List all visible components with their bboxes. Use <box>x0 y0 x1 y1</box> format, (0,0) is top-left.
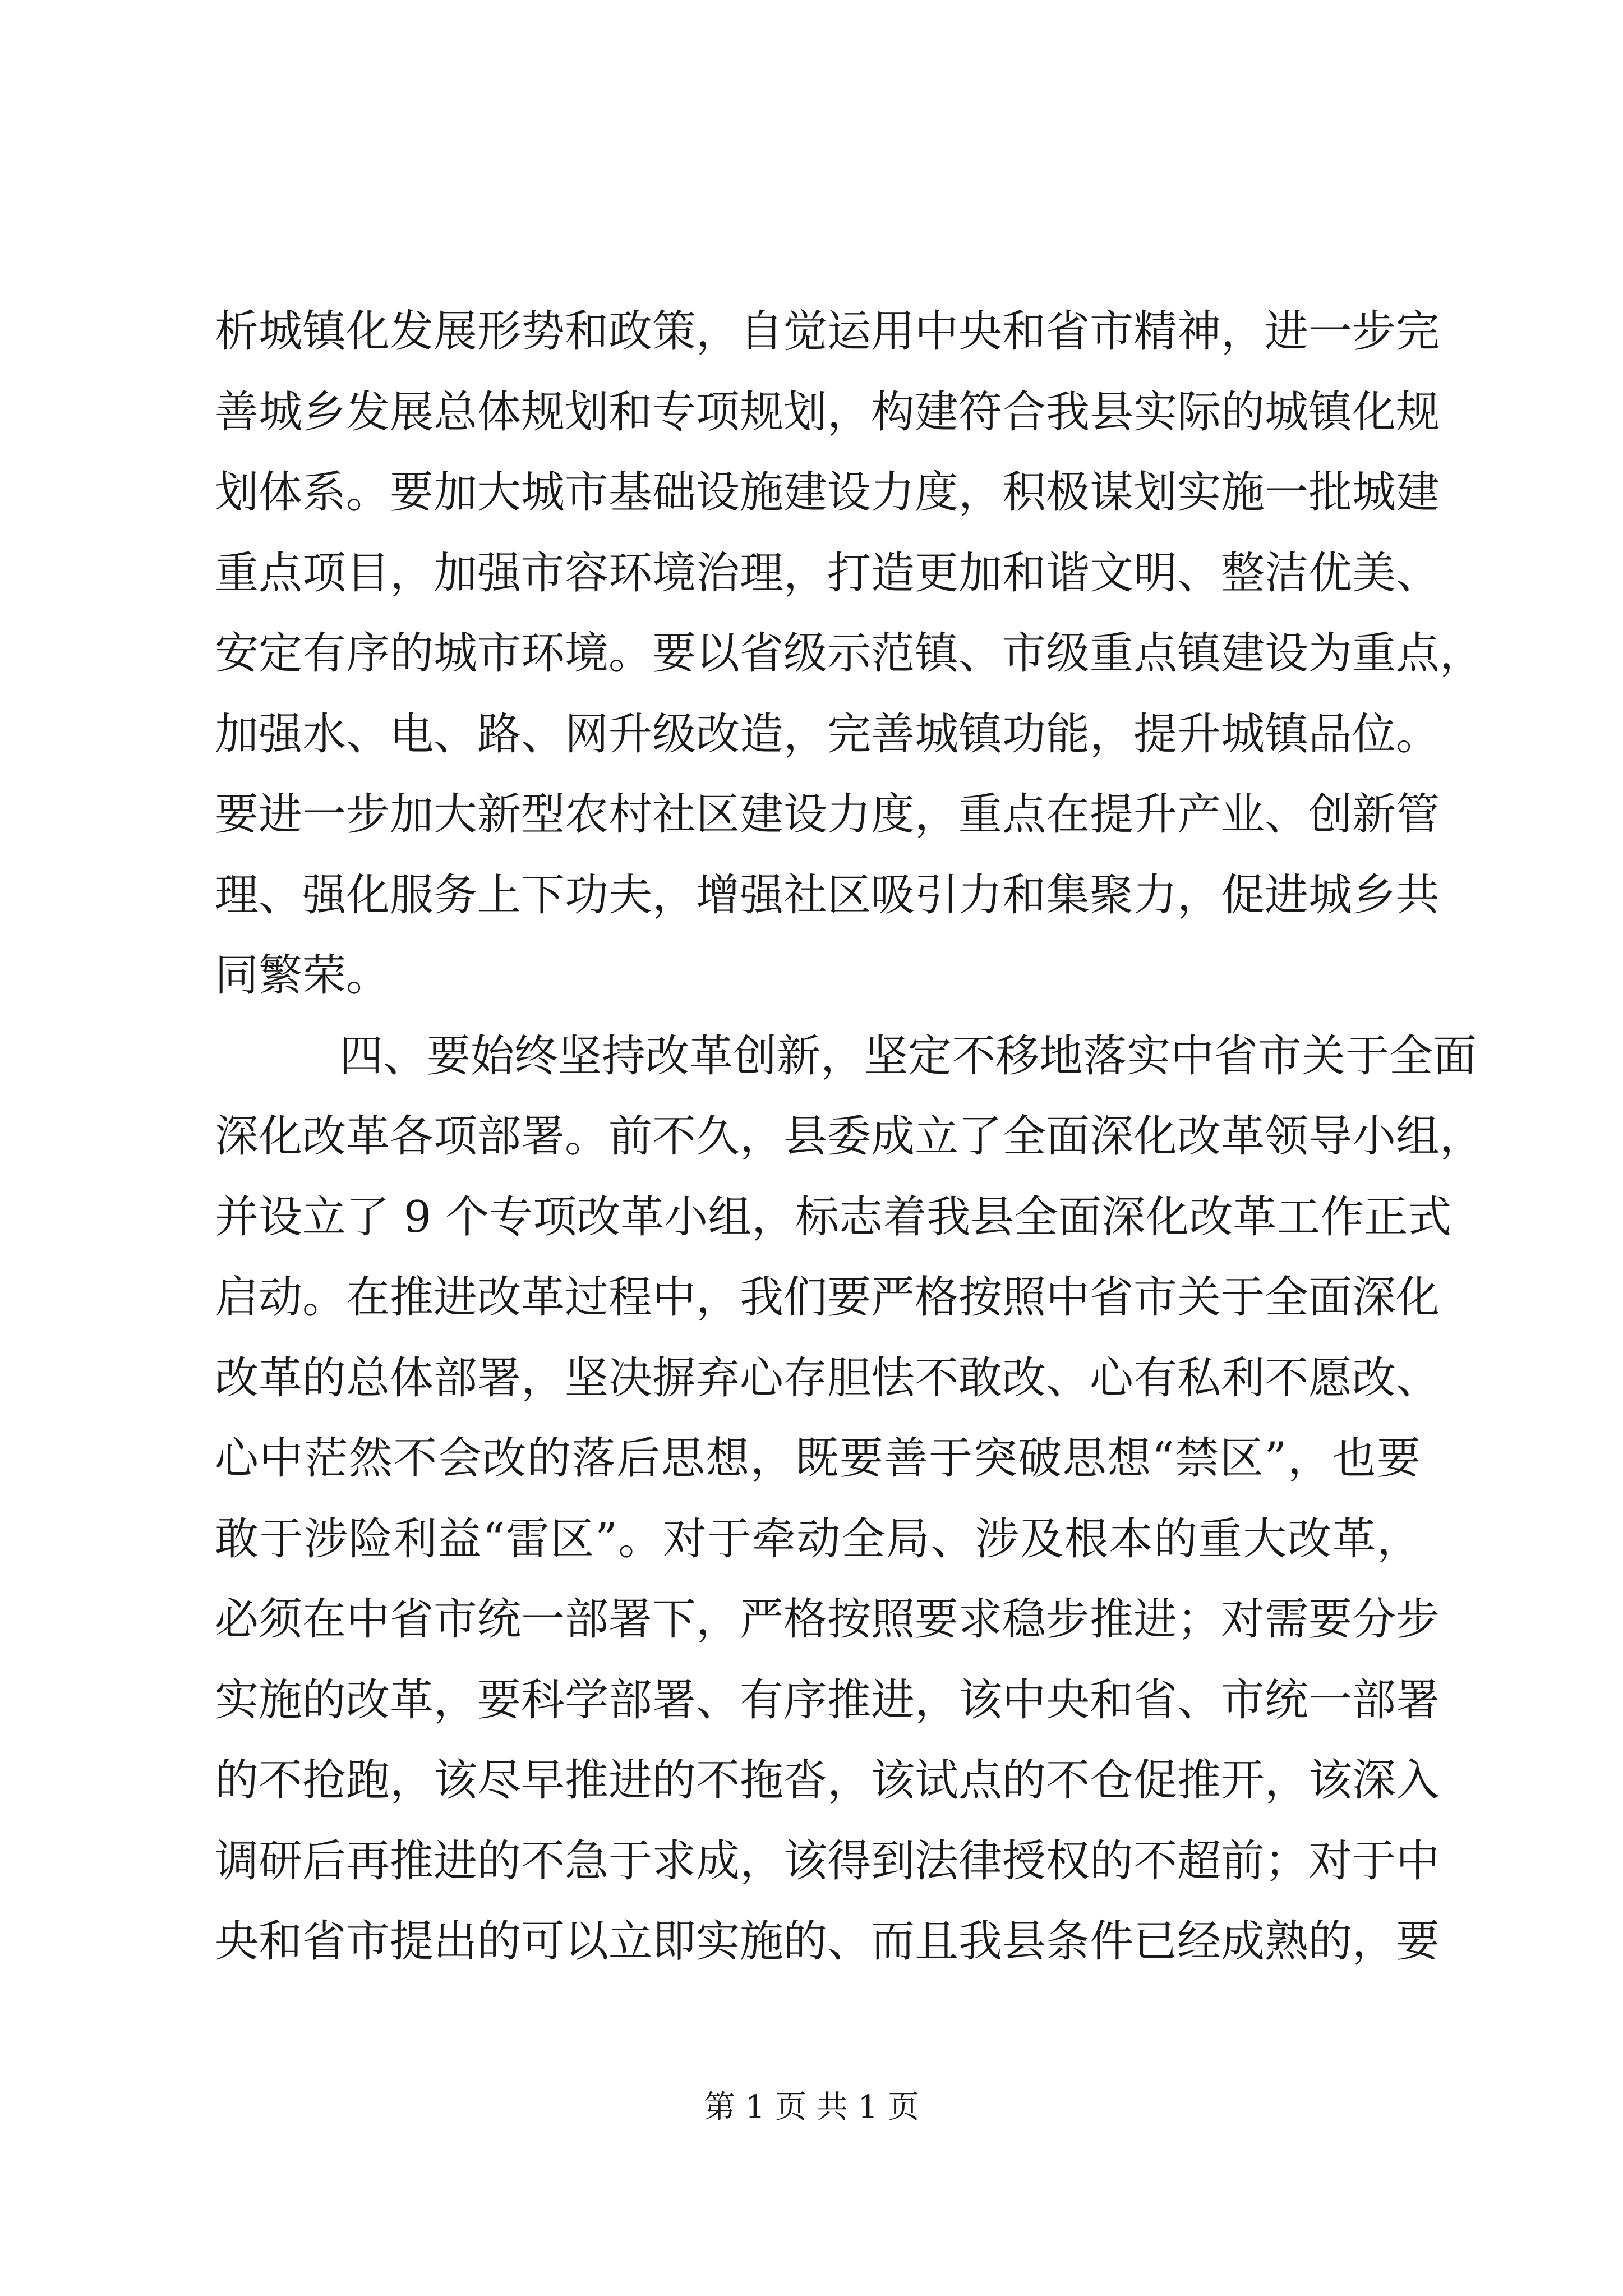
text-line: 理、强化服务上下功夫，增强社区吸引力和集聚力，促进城乡共 <box>215 869 1440 921</box>
text-line: 善城乡发展总体规划和专项规划，构建符合我县实际的城镇化规 <box>215 386 1440 438</box>
text-line: 实施的改革，要科学部署、有序推进，该中央和省、市统一部署 <box>215 1674 1440 1726</box>
text-line: 心中茫然不会改的落后思想，既要善于突破思想“禁区”，也要 <box>215 1433 1421 1484</box>
text-line: 重点项目，加强市容环境治理，打造更加和谐文明、整洁优美、 <box>215 547 1440 599</box>
text-line: 深化改革各项部署。前不久，县委成立了全面深化改革领导小组， <box>215 1111 1484 1162</box>
page-footer <box>0 2088 1623 2127</box>
text-line: 敢于涉险利益“雷区”。对于牵动全局、涉及根本的重大改革， <box>215 1513 1421 1565</box>
text-line: 并设立了 9 个专项改革小组，标志着我县全面深化改革工作正式 <box>215 1191 1452 1243</box>
text-line: 析城镇化发展形势和政策，自觉运用中央和省市精神，进一步完 <box>215 306 1440 357</box>
text-line: 央和省市提出的可以立即实施的、而且我县条件已经成熟的，要 <box>215 1916 1440 1967</box>
text-line: 的不抢跑，该尽早推进的不拖沓，该试点的不仓促推开，该深入 <box>215 1755 1440 1806</box>
text-line: 加强水、电、路、网升级改造，完善城镇功能，提升城镇品位。 <box>215 708 1440 760</box>
document-body <box>215 292 1484 1982</box>
text-line: 调研后再推进的不急于求成，该得到法律授权的不超前；对于中 <box>215 1835 1440 1887</box>
text-line: 要进一步加大新型农村社区建设力度，重点在提升产业、创新管 <box>215 789 1440 840</box>
paragraph-end-line: 同繁荣。 <box>215 950 390 1001</box>
text-line: 安定有序的城市环境。要以省级示范镇、市级重点镇建设为重点， <box>215 628 1484 679</box>
text-line: 划体系。要加大城市基础设施建设力度，积极谋划实施一批城建 <box>215 467 1440 518</box>
text-line: 必须在中省市统一部署下，严格按照要求稳步推进；对需要分步 <box>215 1594 1440 1645</box>
text-line: 启动。在推进改革过程中，我们要严格按照中省市关于全面深化 <box>215 1272 1440 1323</box>
text-line: 改革的总体部署，坚决摒弃心存胆怯不敢改、心有私利不愿改、 <box>215 1352 1440 1404</box>
page-number-label: 第 1 页 共 1 页 <box>703 2089 920 2125</box>
paragraph-first-line: 四、要始终坚持改革创新，坚定不移地落实中省市关于全面 <box>339 1030 1477 1082</box>
